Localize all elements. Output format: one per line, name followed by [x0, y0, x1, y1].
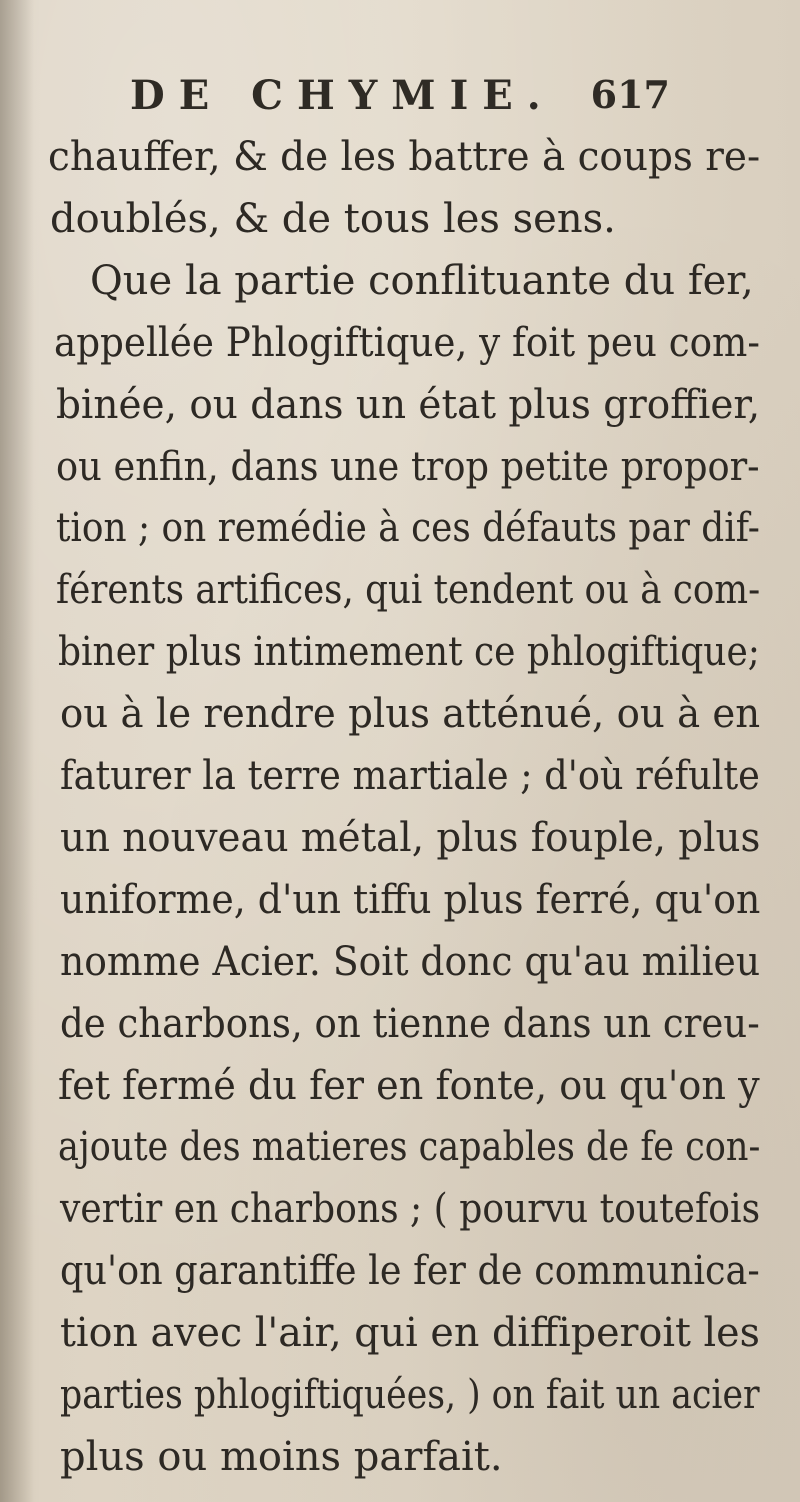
text-line: plus ou moins parfait. — [60, 1434, 503, 1480]
running-head — [130, 72, 670, 122]
text-line: tion ; on remédie à ces défauts par dif- — [56, 505, 760, 552]
text-line: appellée Phlogiftique, y foit peu com- — [54, 319, 760, 366]
text-line: vertir en charbons ; ( pourvu toutefois — [60, 1186, 761, 1233]
text-line: un nouveau métal, plus fouple, plus — [60, 814, 761, 861]
running-title: DE CHYMIE. — [130, 72, 555, 119]
text-line: ou à le rendre plus atténué, ou à en — [60, 691, 761, 738]
text-line: doublés, & de tous les sens. — [50, 195, 616, 242]
binding-gutter-shadow — [0, 0, 34, 1502]
text-line: faturer la terre martiale ; d'où réfulte — [60, 753, 760, 800]
text-line: ou enfin, dans une trop petite propor- — [56, 443, 760, 490]
text-line: de charbons, on tienne dans un creu- — [60, 1000, 760, 1047]
text-line: biner plus intimement ce phlogiftique; — [58, 629, 760, 676]
text-line: qu'on garantiffe le fer de communica- — [60, 1248, 760, 1295]
text-line: tion avec l'air, qui en diffiperoit les — [60, 1310, 760, 1357]
text-line: ajoute des matieres capables de fe con- — [58, 1124, 761, 1171]
text-line: uniforme, d'un tiffu plus ferré, qu'on — [60, 876, 761, 923]
text-line: fet fermé du fer en fonte, ou qu'on y — [58, 1062, 760, 1109]
text-line: férents artifices, qui tendent ou à com- — [56, 567, 761, 614]
text-line: chauffer, & de les battre à coups re- — [48, 134, 761, 180]
page-number: 617 — [590, 72, 670, 117]
text-line: Que la partie conflituante du fer, — [90, 257, 754, 304]
text-line: parties phlogiftiquées, ) on fait un acier — [60, 1372, 760, 1419]
text-line: binée, ou dans un état plus groffier, — [56, 381, 761, 428]
text-line: nomme Acier. Soit donc qu'au milieu — [60, 938, 761, 985]
